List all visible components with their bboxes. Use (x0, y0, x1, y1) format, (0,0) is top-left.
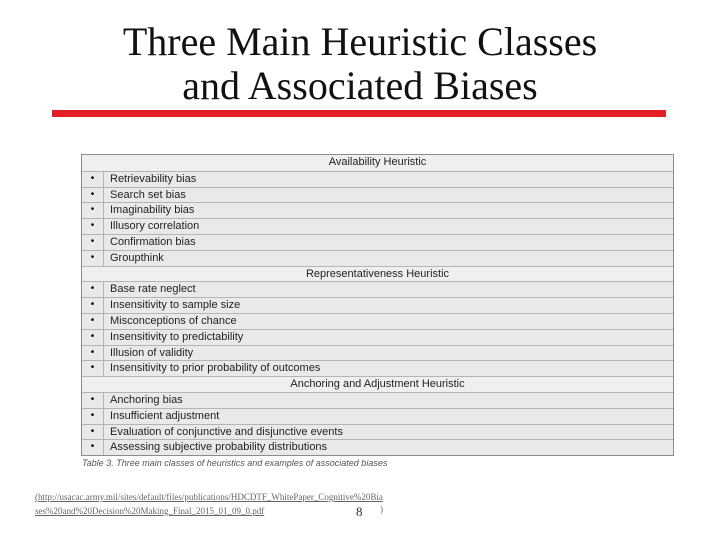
table-row (82, 439, 673, 455)
table-row (82, 202, 673, 218)
bias-label: Imaginability bias (110, 204, 195, 217)
table-row (82, 329, 673, 345)
table-caption: Table 3. Three main classes of heuristics and examples of associated biases (82, 458, 388, 468)
bias-label: Misconceptions of chance (110, 315, 237, 327)
bias-label: Insensitivity to prior probability of outcomes (110, 362, 321, 375)
bullet-icon: • (82, 251, 104, 266)
bias-label: Insensitivity to predictability (110, 330, 244, 343)
bias-label: Assessing subjective probability distributions (110, 441, 328, 454)
section-header: Representativeness Heuristic (82, 266, 673, 282)
bias-label: Confirmation bias (110, 236, 196, 248)
bias-label: Evaluation of conjunctive and disjunctive events (110, 425, 343, 438)
section-header: Availability Heuristic (82, 155, 673, 171)
slide-number: 8 (356, 504, 363, 519)
section-header: Anchoring and Adjustment Heuristic (82, 376, 673, 392)
bias-label: Illusion of validity (110, 346, 194, 359)
table-row (82, 392, 673, 408)
bullet-icon: • (82, 219, 104, 234)
bias-label: Base rate neglect (110, 283, 196, 296)
bias-label: Retrievability bias (110, 172, 197, 185)
table-row (82, 234, 673, 250)
table-row (82, 345, 673, 361)
bullet-icon: • (82, 282, 104, 297)
bullet-icon: • (82, 440, 104, 455)
bullet-icon: • (82, 346, 104, 361)
bias-label: Anchoring bias (110, 394, 183, 406)
bullet-icon: • (82, 235, 104, 250)
source-url[interactable]: http://usacac.army.mil/sites/default/files/publications/HDCDTF_WhitePaper_Cognitive%20Biases%20and%20Decision%20Making_Final_2015_01_09_0.pdf (35, 492, 383, 516)
slide-title-line-1: Three Main Heuristic Classes (122, 19, 598, 64)
bullet-icon: • (82, 314, 104, 329)
title-underline-rule (52, 110, 666, 117)
source-close-paren: ) (380, 504, 383, 514)
table-row (82, 218, 673, 234)
table-row (82, 281, 673, 297)
bullet-icon: • (82, 409, 104, 424)
bias-label: Insufficient adjustment (110, 409, 220, 422)
heuristics-table (81, 154, 674, 456)
slide-title (60, 20, 660, 108)
bullet-icon: • (82, 188, 104, 203)
bullet-icon: • (82, 361, 104, 376)
bullet-icon: • (82, 298, 104, 313)
bullet-icon: • (82, 203, 104, 218)
bullet-icon: • (82, 330, 104, 345)
bias-label: Search set bias (110, 188, 186, 201)
table-row (82, 408, 673, 424)
bias-label: Illusory correlation (110, 220, 200, 233)
table-row (82, 250, 673, 266)
bullet-icon: • (82, 393, 104, 408)
table-row (82, 424, 673, 440)
table-row (82, 171, 673, 187)
table-row (82, 360, 673, 376)
table-row (82, 187, 673, 203)
source-open-paren: ( (35, 492, 38, 502)
bullet-icon: • (82, 172, 104, 187)
source-link[interactable] (35, 490, 385, 518)
bullet-icon: • (82, 425, 104, 440)
bias-label: Insensitivity to sample size (110, 299, 241, 312)
table-row (82, 297, 673, 313)
table-row (82, 313, 673, 329)
slide-title-line-2: and Associated Biases (182, 63, 538, 108)
bias-label: Groupthink (110, 251, 164, 264)
